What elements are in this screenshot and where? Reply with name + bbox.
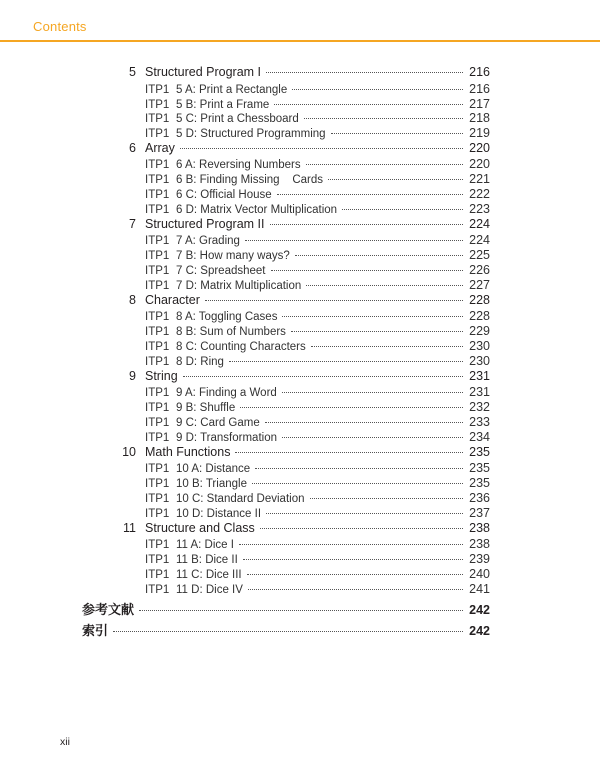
dot-leader (205, 300, 463, 301)
running-header-title: Contents (33, 19, 87, 34)
entry-title: Math Functions (145, 445, 231, 459)
toc-subsection-entry[interactable] (145, 582, 490, 596)
dot-leader (247, 574, 463, 575)
problem-prefix: ITP1 (145, 554, 170, 566)
entry-page-number: 238 (469, 521, 490, 535)
dot-leader (240, 407, 463, 408)
entry-page-number: 216 (469, 65, 490, 79)
entry-page-number: 234 (469, 430, 490, 444)
toc-subsection-entry[interactable] (145, 278, 490, 292)
toc-subsection-entry[interactable] (145, 339, 490, 353)
entry-title: 8 D: Ring (176, 356, 224, 368)
entry-title: 6 B: Finding Missing Cards (176, 174, 324, 186)
entry-page-number: 236 (469, 491, 490, 505)
dot-leader (252, 483, 463, 484)
toc-subsection-entry[interactable] (145, 111, 490, 125)
entry-page-number: 232 (469, 400, 490, 414)
entry-page-number: 231 (469, 369, 490, 383)
toc-subsection-entry[interactable] (145, 172, 490, 186)
entry-title: 11 C: Dice III (176, 569, 242, 581)
dot-leader (282, 437, 463, 438)
entry-title: 7 A: Grading (176, 235, 240, 247)
entry-title: 7 D: Matrix Multiplication (176, 280, 302, 292)
toc-subsection-entry[interactable] (145, 157, 490, 171)
toc-chapter-entry[interactable] (116, 293, 490, 307)
problem-prefix: ITP1 (145, 113, 170, 125)
entry-page-number: 237 (469, 506, 490, 520)
entry-page-number: 241 (469, 582, 490, 596)
toc-chapter-entry[interactable] (116, 369, 490, 383)
toc-subsection-entry[interactable] (145, 506, 490, 520)
dot-leader (235, 452, 463, 453)
toc-subsection-entry[interactable] (145, 354, 490, 368)
entry-page-number: 230 (469, 354, 490, 368)
toc-subsection-entry[interactable] (145, 126, 490, 140)
entry-page-number: 227 (469, 278, 490, 292)
dot-leader (306, 285, 463, 286)
toc-subsection-entry[interactable] (145, 202, 490, 216)
entry-title: 9 D: Transformation (176, 432, 277, 444)
entry-page-number: 217 (469, 97, 490, 111)
dot-leader (342, 209, 463, 210)
entry-title: Structure and Class (145, 521, 255, 535)
entry-page-number: 224 (469, 233, 490, 247)
problem-prefix: ITP1 (145, 539, 170, 551)
problem-prefix: ITP1 (145, 280, 170, 292)
entry-title: 索引 (82, 623, 109, 638)
entry-title: 7 B: How many ways? (176, 250, 290, 262)
toc-subsection-entry[interactable] (145, 82, 490, 96)
toc-subsection-entry[interactable] (145, 263, 490, 277)
toc-subsection-entry[interactable] (145, 233, 490, 247)
dot-leader (248, 589, 463, 590)
problem-prefix: ITP1 (145, 387, 170, 399)
entry-title: 8 C: Counting Characters (176, 341, 306, 353)
toc-chapter-entry[interactable] (116, 521, 490, 535)
entry-title: 11 B: Dice II (176, 554, 238, 566)
toc-subsection-entry[interactable] (145, 248, 490, 262)
entry-title: 5 D: Structured Programming (176, 128, 326, 140)
toc-subsection-entry[interactable] (145, 491, 490, 505)
toc-subsection-entry[interactable] (145, 97, 490, 111)
chapter-number: 6 (129, 141, 136, 155)
problem-prefix: ITP1 (145, 311, 170, 323)
dot-leader (277, 194, 463, 195)
entry-page-number: 228 (469, 293, 490, 307)
entry-page-number: 225 (469, 248, 490, 262)
dot-leader (270, 224, 464, 225)
dot-leader (139, 610, 463, 611)
problem-prefix: ITP1 (145, 463, 170, 475)
toc-subsection-entry[interactable] (145, 567, 490, 581)
chapter-number: 11 (123, 521, 136, 535)
problem-prefix: ITP1 (145, 478, 170, 490)
toc-subsection-entry[interactable] (145, 461, 490, 475)
page-header (0, 0, 600, 42)
dot-leader (304, 118, 463, 119)
problem-prefix: ITP1 (145, 99, 170, 111)
problem-prefix: ITP1 (145, 493, 170, 505)
entry-title: 6 D: Matrix Vector Multiplication (176, 204, 338, 216)
dot-leader (282, 316, 463, 317)
entry-title: 5 C: Print a Chessboard (176, 113, 299, 125)
problem-prefix: ITP1 (145, 204, 170, 216)
problem-prefix: ITP1 (145, 159, 170, 171)
dot-leader (331, 133, 463, 134)
toc-subsection-entry[interactable] (145, 385, 490, 399)
entry-title: 11 D: Dice IV (176, 584, 243, 596)
problem-prefix: ITP1 (145, 417, 170, 429)
dot-leader (180, 148, 463, 149)
entry-page-number: 223 (469, 202, 490, 216)
entry-title: 9 A: Finding a Word (176, 387, 277, 399)
toc-chapter-entry[interactable] (116, 65, 490, 79)
dot-leader (292, 89, 463, 90)
dot-leader (265, 422, 463, 423)
dot-leader (245, 240, 463, 241)
dot-leader (113, 631, 463, 632)
entry-title: String (145, 369, 178, 383)
dot-leader (274, 104, 463, 105)
dot-leader (243, 559, 463, 560)
toc-chapter-entry[interactable] (116, 217, 490, 231)
toc-subsection-entry[interactable] (145, 415, 490, 429)
problem-prefix: ITP1 (145, 265, 170, 277)
entry-page-number: 231 (469, 385, 490, 399)
chapter-number: 8 (129, 293, 136, 307)
entry-title: 10 C: Standard Deviation (176, 493, 305, 505)
dot-leader (295, 255, 463, 256)
entry-page-number: 235 (469, 461, 490, 475)
entry-page-number: 235 (469, 445, 490, 459)
dot-leader (239, 544, 463, 545)
entry-title: Structured Program I (145, 65, 262, 79)
problem-prefix: ITP1 (145, 341, 170, 353)
entry-page-number: 216 (469, 82, 490, 96)
chapter-number: 5 (129, 65, 136, 79)
entry-page-number: 224 (469, 217, 490, 231)
entry-page-number: 226 (469, 263, 490, 277)
dot-leader (271, 270, 463, 271)
toc-subsection-entry[interactable] (145, 537, 490, 551)
dot-leader (266, 72, 463, 73)
problem-prefix: ITP1 (145, 508, 170, 520)
entry-page-number: 218 (469, 111, 490, 125)
dot-leader (291, 331, 463, 332)
entry-page-number: 238 (469, 537, 490, 551)
entry-title: Structured Program II (145, 217, 265, 231)
problem-prefix: ITP1 (145, 84, 170, 96)
problem-prefix: ITP1 (145, 356, 170, 368)
toc-subsection-entry[interactable] (145, 430, 490, 444)
entry-page-number: 233 (469, 415, 490, 429)
dot-leader (229, 361, 463, 362)
entry-page-number: 220 (469, 141, 490, 155)
entry-page-number: 219 (469, 126, 490, 140)
entry-page-number: 222 (469, 187, 490, 201)
toc-subsection-entry[interactable] (145, 552, 490, 566)
toc-subsection-entry[interactable] (145, 324, 490, 338)
entry-page-number: 239 (469, 552, 490, 566)
entry-title: 6 C: Official House (176, 189, 272, 201)
page-number: xii (60, 736, 70, 748)
toc-subsection-entry[interactable] (145, 309, 490, 323)
entry-title: 5 A: Print a Rectangle (176, 84, 288, 96)
problem-prefix: ITP1 (145, 402, 170, 414)
problem-prefix: ITP1 (145, 326, 170, 338)
dot-leader (282, 392, 463, 393)
entry-page-number: 235 (469, 476, 490, 490)
entry-title: 参考文献 (82, 602, 135, 617)
dot-leader (266, 513, 463, 514)
chapter-number: 7 (129, 217, 136, 231)
entry-title: 5 B: Print a Frame (176, 99, 270, 111)
dot-leader (311, 346, 463, 347)
chapter-number: 9 (129, 369, 136, 383)
toc-back-matter-entry[interactable] (82, 620, 490, 639)
entry-title: 9 C: Card Game (176, 417, 260, 429)
toc-chapter-entry[interactable] (116, 141, 490, 155)
entry-title: 10 A: Distance (176, 463, 251, 475)
entry-page-number: 242 (469, 624, 490, 638)
entry-page-number: 240 (469, 567, 490, 581)
toc-subsection-entry[interactable] (145, 476, 490, 490)
entry-title: 10 B: Triangle (176, 478, 247, 490)
dot-leader (328, 179, 463, 180)
problem-prefix: ITP1 (145, 432, 170, 444)
entry-page-number: 221 (469, 172, 490, 186)
problem-prefix: ITP1 (145, 174, 170, 186)
problem-prefix: ITP1 (145, 128, 170, 140)
problem-prefix: ITP1 (145, 189, 170, 201)
problem-prefix: ITP1 (145, 584, 170, 596)
entry-title: Character (145, 293, 200, 307)
chapter-number: 10 (122, 445, 136, 459)
entry-title: 9 B: Shuffle (176, 402, 236, 414)
toc-back-matter-entry[interactable] (82, 599, 490, 618)
entry-page-number: 229 (469, 324, 490, 338)
entry-page-number: 242 (469, 603, 490, 617)
entry-title: 11 A: Dice I (176, 539, 234, 551)
entry-title: 8 A: Toggling Cases (176, 311, 278, 323)
dot-leader (306, 164, 463, 165)
toc-subsection-entry[interactable] (145, 187, 490, 201)
entry-title: 7 C: Spreadsheet (176, 265, 266, 277)
entry-title: Array (145, 141, 175, 155)
entry-page-number: 220 (469, 157, 490, 171)
toc-chapter-entry[interactable] (116, 445, 490, 459)
dot-leader (260, 528, 463, 529)
dot-leader (183, 376, 463, 377)
entry-page-number: 230 (469, 339, 490, 353)
problem-prefix: ITP1 (145, 250, 170, 262)
entry-title: 6 A: Reversing Numbers (176, 159, 301, 171)
problem-prefix: ITP1 (145, 569, 170, 581)
entry-page-number: 228 (469, 309, 490, 323)
dot-leader (310, 498, 464, 499)
entry-title: 8 B: Sum of Numbers (176, 326, 286, 338)
problem-prefix: ITP1 (145, 235, 170, 247)
dot-leader (255, 468, 463, 469)
toc-subsection-entry[interactable] (145, 400, 490, 414)
entry-title: 10 D: Distance II (176, 508, 262, 520)
